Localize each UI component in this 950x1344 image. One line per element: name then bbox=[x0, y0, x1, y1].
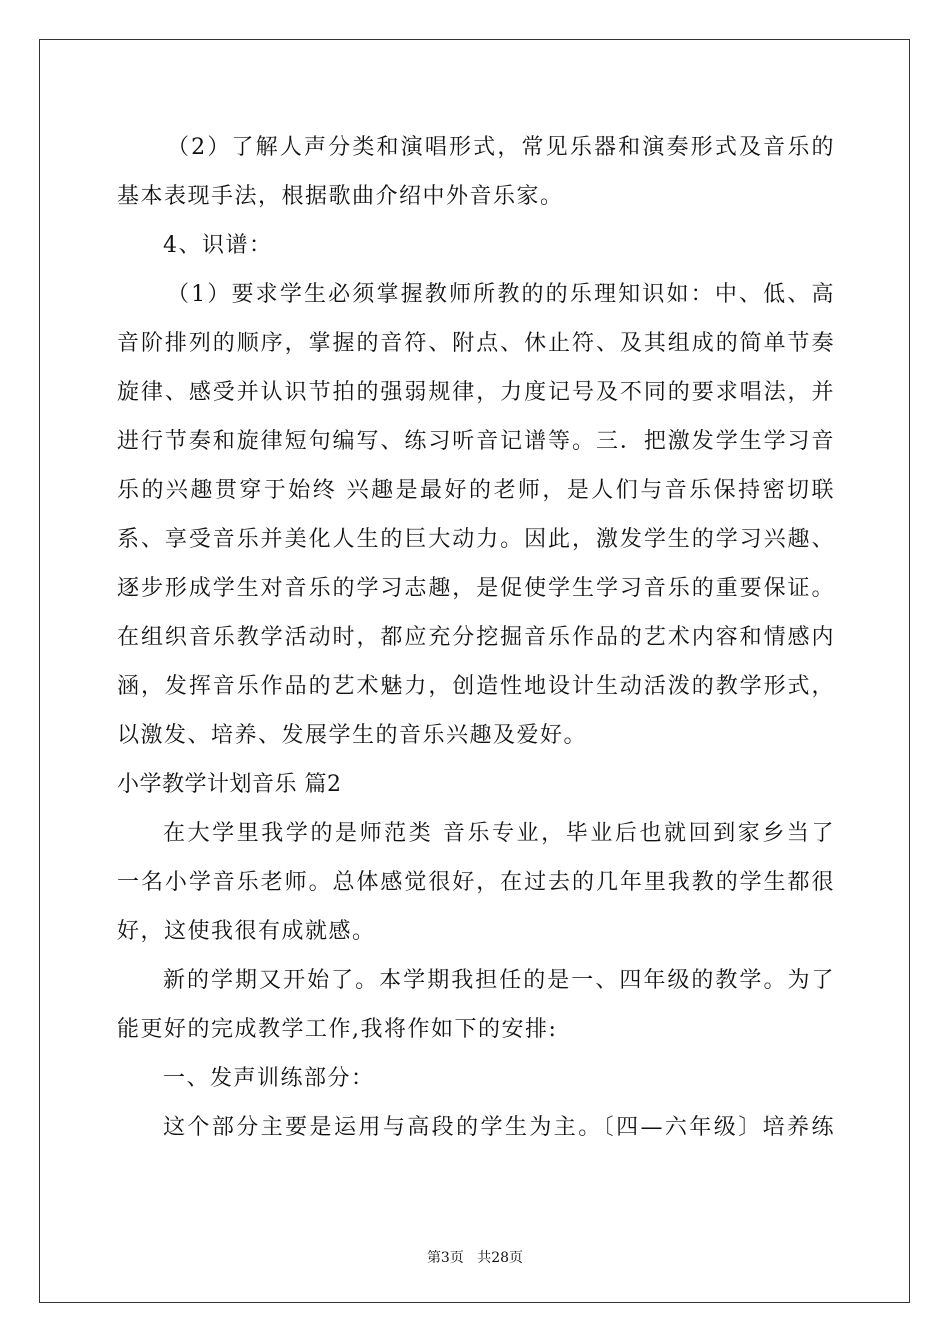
document-body bbox=[117, 123, 835, 1152]
paragraph-line: 进行节奏和旋律短句编写、练习听音记谱等。三．把激发学生学习音 bbox=[117, 429, 835, 454]
paragraph-line: 这个部分主要是运用与高段的学生为主。〔四—六年级〕培养练 bbox=[163, 1115, 835, 1140]
paragraph-line: （1）要求学生必须掌握教师所教的的乐理知识如：中、低、高 bbox=[167, 282, 835, 307]
paragraph-line: 旋律、感受并认识节拍的强弱规律，力度记号及不同的要求唱法，并 bbox=[117, 380, 835, 405]
paragraph-line: 能更好的完成教学工作,我将作如下的安排: bbox=[117, 1017, 558, 1042]
paragraph-line: 新的学期又开始了。本学期我担任的是一、四年级的教学。为了 bbox=[163, 968, 835, 993]
paragraph-line: 以激发、培养、发展学生的音乐兴趣及爱好。 bbox=[117, 723, 588, 748]
paragraph-line: 基本表现手法，根据歌曲介绍中外音乐家。 bbox=[117, 184, 564, 209]
article-heading: 小学教学计划音乐 篇2 bbox=[117, 772, 342, 797]
page-total: 共28页 bbox=[477, 1250, 524, 1266]
paragraph-line: 系、享受音乐并美化人生的巨大动力。因此，激发学生的学习兴趣、 bbox=[117, 527, 835, 552]
paragraph-line: 在组织音乐教学活动时，都应充分挖掘音乐作品的艺术内容和情感内 bbox=[117, 625, 835, 650]
paragraph-line: 好，这使我很有成就感。 bbox=[117, 919, 376, 944]
paragraph-line: 涵，发挥音乐作品的艺术魅力，创造性地设计生动活泼的教学形式， bbox=[117, 674, 835, 699]
paragraph-line: 在大学里我学的是师范类 音乐专业，毕业后也就回到家乡当了 bbox=[163, 821, 835, 846]
paragraph-line: 音阶排列的顺序，掌握的音符、附点、休止符、及其组成的简单节奏 bbox=[117, 331, 835, 356]
paragraph-line: 逐步形成学生对音乐的学习志趣，是促使学生学习音乐的重要保证。 bbox=[117, 576, 835, 601]
section-heading: 4、识谱： bbox=[163, 233, 273, 258]
page-footer bbox=[0, 1247, 950, 1267]
section-heading: 一、发声训练部分： bbox=[163, 1066, 375, 1091]
page-number: 第3页 bbox=[426, 1250, 464, 1266]
paragraph-line: 一名小学音乐老师。总体感觉很好，在过去的几年里我教的学生都很 bbox=[117, 870, 835, 895]
paragraph-line: 乐的兴趣贯穿于始终 兴趣是最好的老师，是人们与音乐保持密切联 bbox=[117, 478, 835, 503]
paragraph-line: （2）了解人声分类和演唱形式，常见乐器和演奏形式及音乐的 bbox=[167, 135, 835, 160]
